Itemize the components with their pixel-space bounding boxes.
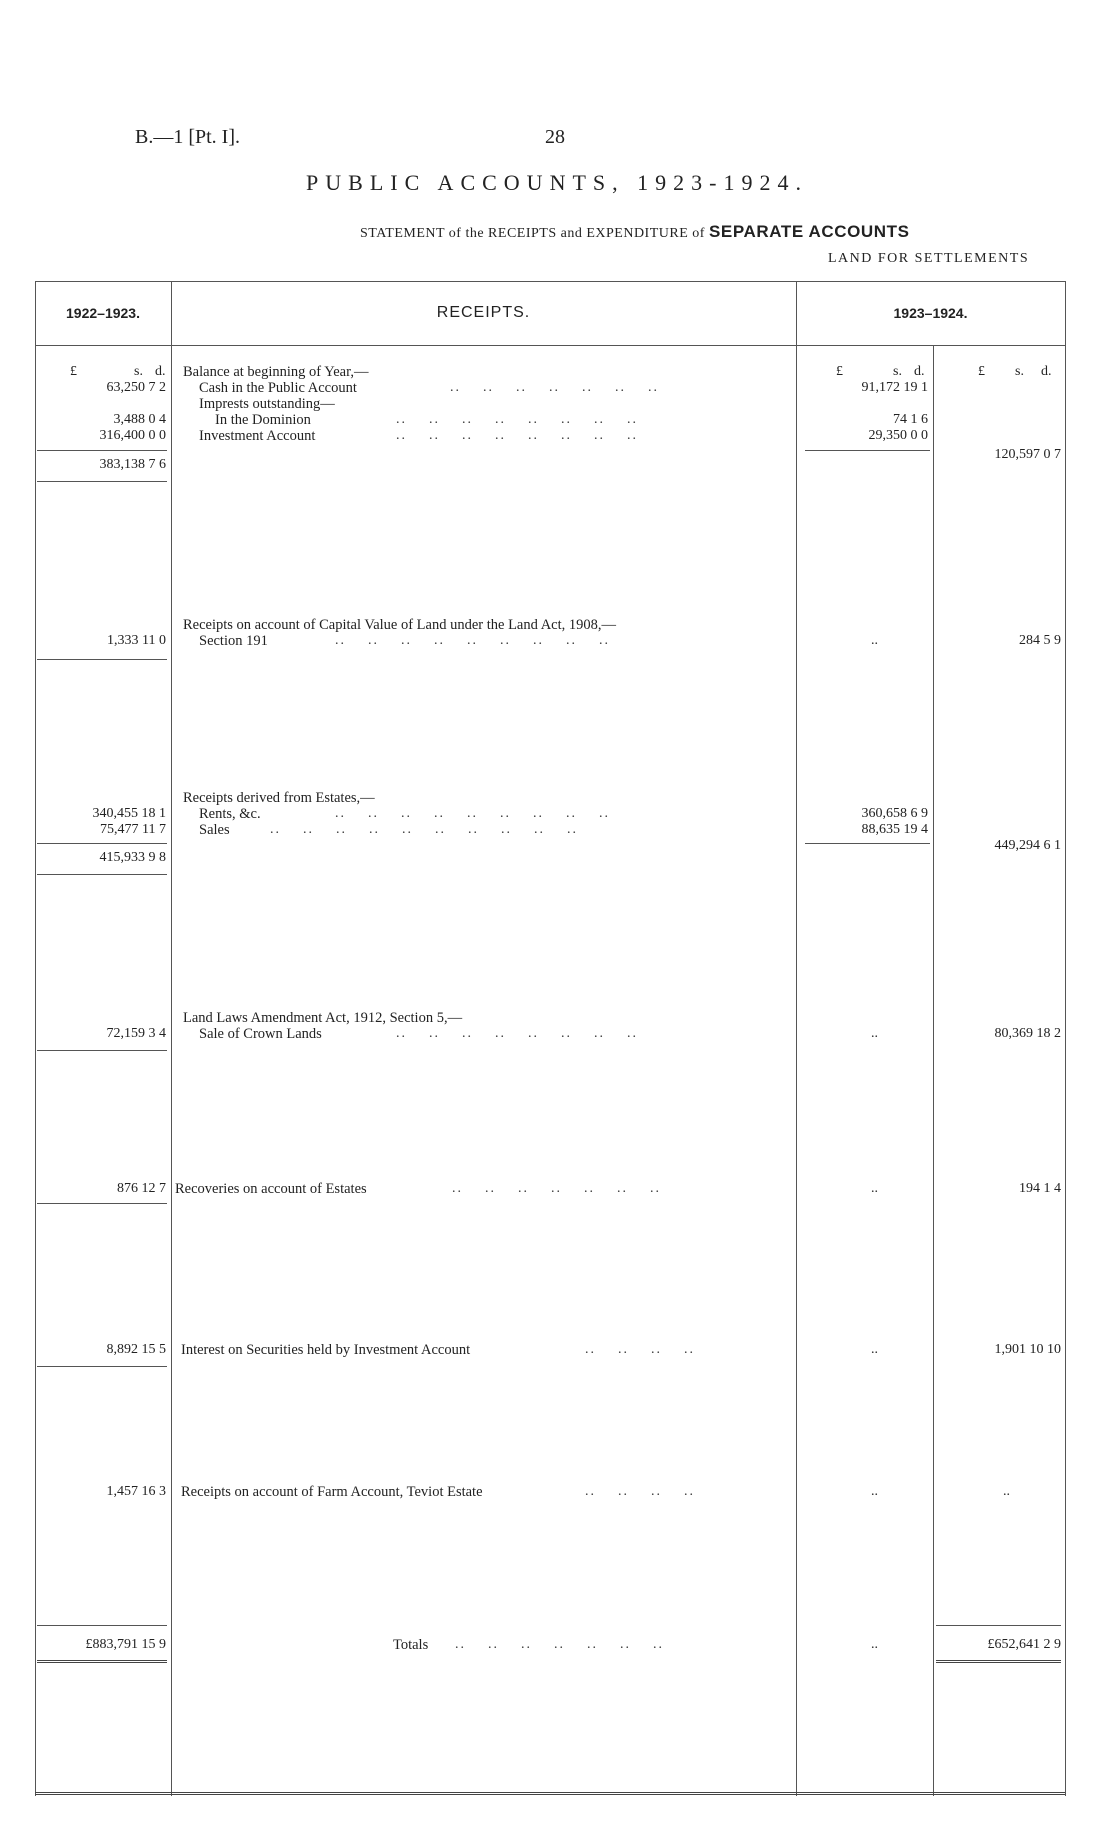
subtotal-rule — [805, 450, 930, 451]
capital-value-label: Receipts on account of Capital Value of Land under the Land Act, 1908,— — [183, 617, 617, 633]
investment-prev: 316,400 0 0 — [99, 428, 166, 443]
currency-pound-prev: £ — [70, 364, 77, 379]
page-number: 28 — [545, 126, 565, 148]
recoveries-label: Recoveries on account of Estates — [175, 1181, 367, 1197]
cash-prev: 63,250 7 2 — [106, 380, 166, 395]
rents-curr: 360,658 6 9 — [861, 806, 928, 821]
section-rule — [37, 874, 167, 875]
estates-subtotal-prev: 415,933 9 8 — [99, 850, 166, 865]
land-laws-heading: Land Laws Amendment Act, 1912, Section 5,— — [183, 1010, 463, 1026]
dot-leader: .. .. .. .. .. .. .. .. — [396, 412, 638, 427]
rents-label: Rents, &c. — [199, 806, 261, 822]
capital-value-curr-mid: .. — [871, 633, 878, 648]
dot-leader: .. .. .. .. .. .. .. — [452, 1181, 661, 1196]
left-border — [35, 281, 36, 1796]
section-rule — [37, 1366, 167, 1367]
sales-curr: 88,635 19 4 — [861, 822, 928, 837]
col-head-1923-1924: 1923–1924. — [893, 305, 968, 321]
recoveries-prev: 876 12 7 — [117, 1181, 166, 1196]
imprests-heading: Imprests outstanding— — [199, 396, 335, 412]
interest-label: Interest on Securities held by Investment Account — [181, 1342, 471, 1358]
crown-lands-label: Sale of Crown Lands — [199, 1026, 322, 1042]
land-laws-curr-mid: .. — [871, 1026, 878, 1041]
totals-double-rule — [936, 1660, 1061, 1663]
right-border — [1065, 281, 1066, 1796]
dot-leader: .. .. .. .. .. .. .. .. — [396, 428, 638, 443]
section-rule — [37, 659, 167, 660]
sales-prev: 75,477 11 7 — [100, 822, 166, 837]
subtitle-prefix: STATEMENT of the RECEIPTS and EXPENDITURE of — [360, 226, 705, 241]
interest-curr: 1,901 10 10 — [994, 1342, 1061, 1357]
currency-shilling-curr-inner: s. — [893, 364, 902, 379]
dot-leader: .. .. .. .. .. .. .. — [450, 380, 659, 395]
totals-label: Totals — [393, 1637, 429, 1653]
dot-leader: .. .. .. .. .. .. .. — [455, 1637, 664, 1652]
capital-value-curr: 284 5 9 — [1019, 633, 1061, 648]
currency-pound-curr: £ — [978, 364, 985, 379]
subtitle-bold: SEPARATE ACCOUNTS — [708, 222, 910, 241]
totals-curr: £652,641 2 9 — [987, 1637, 1061, 1652]
table-top-rule — [35, 281, 1065, 282]
investment-curr: 29,350 0 0 — [868, 428, 928, 443]
totals-double-rule — [37, 1660, 167, 1663]
section-rule — [37, 1203, 167, 1204]
dominion-label: In the Dominion — [215, 412, 311, 428]
currency-pence-prev: d. — [155, 364, 166, 379]
recoveries-curr: 194 1 4 — [1019, 1181, 1061, 1196]
interest-curr-mid: .. — [871, 1342, 878, 1357]
totals-rule — [936, 1625, 1061, 1626]
totals-rule — [37, 1625, 167, 1626]
table-bottom-rule — [35, 1792, 1065, 1795]
farm-account-curr-mid: .. — [871, 1484, 878, 1499]
dominion-curr: 74 1 6 — [893, 412, 928, 427]
section-title: LAND FOR SETTLEMENTS — [828, 251, 1030, 266]
balance-subtotal-prev: 383,138 7 6 — [99, 457, 166, 472]
currency-pence-curr-inner: d. — [914, 364, 925, 379]
dot-leader: .. .. .. .. .. .. .. .. .. .. — [270, 822, 578, 837]
header-rule — [35, 345, 1065, 346]
currency-pound-curr-inner: £ — [836, 364, 843, 379]
totals-curr-mid: .. — [871, 1637, 878, 1652]
balance-subtotal-curr: 120,597 0 7 — [994, 447, 1061, 462]
land-laws-prev: 72,159 3 4 — [106, 1026, 166, 1041]
currency-shilling-curr: s. — [1015, 364, 1024, 379]
farm-account-label: Receipts on account of Farm Account, Teviot Estate — [181, 1484, 483, 1500]
subtotal-rule — [805, 843, 930, 844]
section-rule — [37, 481, 167, 482]
dot-leader: .. .. .. .. .. .. .. .. — [396, 1026, 638, 1041]
statement-subtitle — [360, 222, 910, 242]
estates-heading: Receipts derived from Estates,— — [183, 790, 375, 806]
cash-label: Cash in the Public Account — [199, 380, 357, 396]
column-divider-receipts — [796, 281, 797, 1796]
subtotal-rule — [37, 450, 167, 451]
section-rule — [37, 1050, 167, 1051]
estates-subtotal-curr: 449,294 6 1 — [994, 838, 1061, 853]
farm-account-prev: 1,457 16 3 — [106, 1484, 166, 1499]
rents-prev: 340,455 18 1 — [92, 806, 166, 821]
subtotal-rule — [37, 843, 167, 844]
column-divider-prev — [171, 281, 172, 1796]
dot-leader: .. .. .. .. .. .. .. .. .. — [335, 806, 610, 821]
totals-prev: £883,791 15 9 — [85, 1637, 166, 1652]
capital-value-section: Section 191 — [199, 633, 268, 649]
column-divider-curr-inner — [933, 345, 934, 1796]
interest-prev: 8,892 15 5 — [106, 1342, 166, 1357]
currency-shilling-prev: s. — [134, 364, 143, 379]
dot-leader: .. .. .. .. — [585, 1484, 695, 1499]
dominion-prev: 3,488 0 4 — [113, 412, 166, 427]
farm-account-curr: .. — [1003, 1484, 1010, 1499]
land-laws-curr: 80,369 18 2 — [994, 1026, 1061, 1041]
col-head-1922-1923: 1922–1923. — [66, 305, 140, 321]
dot-leader: .. .. .. .. .. .. .. .. .. — [335, 633, 610, 648]
col-head-receipts: RECEIPTS. — [436, 304, 531, 321]
capital-value-prev: 1,333 11 0 — [107, 633, 166, 648]
sales-label: Sales — [199, 822, 230, 838]
currency-pence-curr: d. — [1041, 364, 1052, 379]
dot-leader: .. .. .. .. — [585, 1342, 695, 1357]
cash-curr: 91,172 19 1 — [861, 380, 928, 395]
recoveries-curr-mid: .. — [871, 1181, 878, 1196]
document-reference: B.—1 [Pt. I]. — [135, 126, 240, 148]
investment-label: Investment Account — [199, 428, 316, 444]
balance-heading: Balance at beginning of Year,— — [183, 364, 369, 380]
page-title: PUBLIC ACCOUNTS, 1923-1924. — [306, 170, 808, 195]
